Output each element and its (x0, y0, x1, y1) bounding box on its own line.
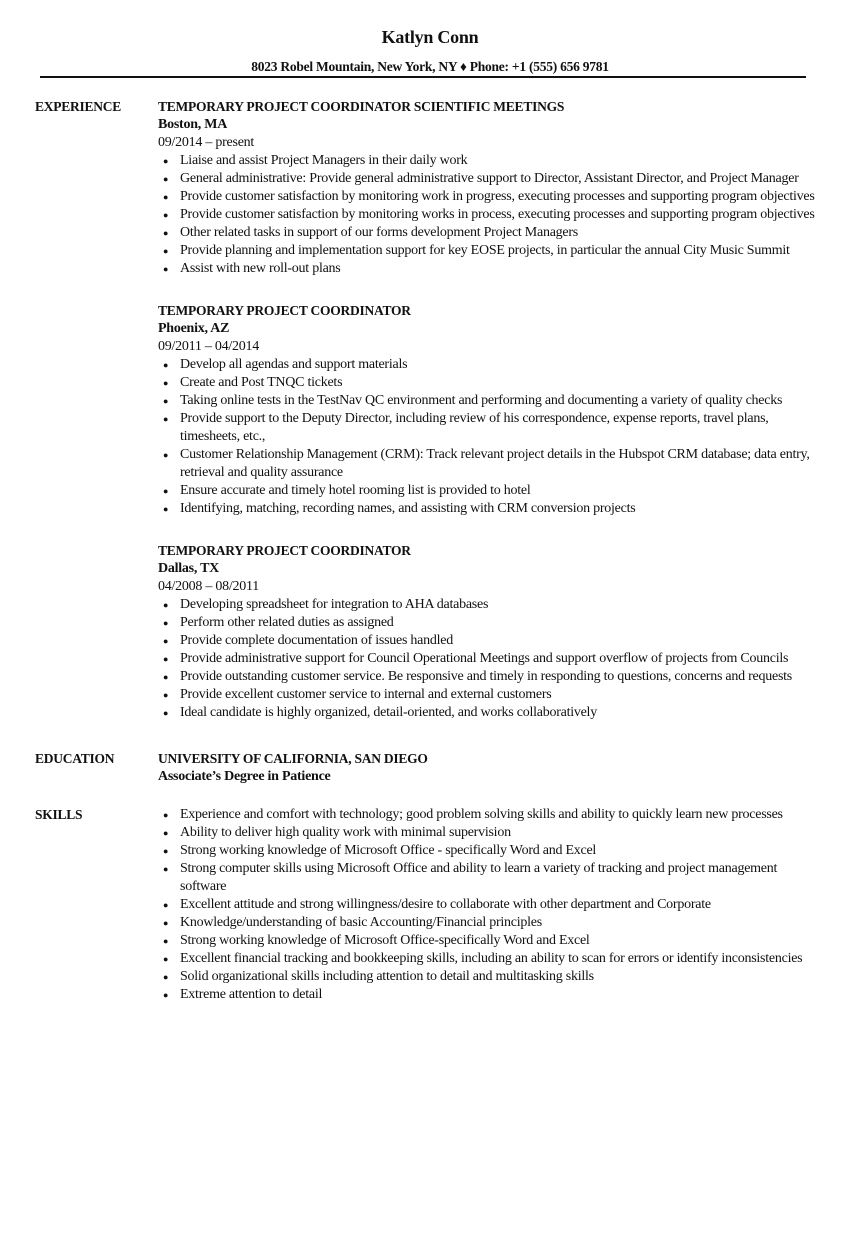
bullet-icon: ● (163, 378, 169, 388)
bullet-text: Strong working knowledge of Microsoft Office - specifically Word and Excel (180, 843, 597, 858)
bullet-text: Liaise and assist Project Managers in their daily work (180, 153, 468, 168)
bullet-item (158, 968, 818, 986)
job-entry (158, 542, 818, 722)
job-dates: 09/2014 – present (158, 135, 255, 150)
bullet-text: Provide customer satisfaction by monitoring works in process, executing processes and supporting program objectives (180, 207, 815, 222)
bullet-text: Provide outstanding customer service. Be responsive and timely in responding to questions, concerns and requests (180, 669, 792, 684)
job-bullets (158, 152, 818, 278)
bullet-item (158, 950, 818, 968)
bullet-item (158, 596, 818, 614)
bullet-text: Identifying, matching, recording names, and assisting with CRM conversion projects (180, 501, 636, 516)
bullet-icon: ● (163, 810, 169, 820)
bullet-text: Extreme attention to detail (180, 987, 323, 1002)
bullet-icon: ● (163, 900, 169, 910)
job-title: TEMPORARY PROJECT COORDINATOR (158, 543, 411, 558)
job-entry (158, 98, 818, 278)
bullet-text: Knowledge/understanding of basic Accounting/Financial principles (180, 915, 542, 930)
job-title: TEMPORARY PROJECT COORDINATOR (158, 303, 411, 318)
bullet-item (158, 806, 818, 824)
bullet-text: Provide complete documentation of issues handled (180, 633, 453, 648)
bullet-text: Customer Relationship Management (CRM): Track relevant project details in the Hubspot CRM database; data entry, retrieval and quality assurance (180, 447, 810, 480)
bullet-icon: ● (163, 600, 169, 610)
job-location: Boston, MA (158, 117, 228, 132)
bullet-item (158, 224, 818, 242)
bullet-text: Taking online tests in the TestNav QC environment and performing and documenting a variety of quality checks (180, 393, 783, 408)
bullet-icon: ● (163, 672, 169, 682)
bullet-icon: ● (163, 486, 169, 496)
bullet-text: Ideal candidate is highly organized, detail-oriented, and works collaboratively (180, 705, 597, 720)
bullet-item (158, 896, 818, 914)
bullet-icon: ● (163, 228, 169, 238)
bullet-item (158, 824, 818, 842)
bullet-text: Create and Post TNQC tickets (180, 375, 343, 390)
bullet-item (158, 914, 818, 932)
resume-content (0, 98, 860, 1004)
bullet-text: Experience and comfort with technology; good problem solving skills and ability to quickly learn new processes (180, 807, 783, 822)
bullet-icon: ● (163, 918, 169, 928)
experience-section (0, 98, 860, 722)
bullet-text: Provide support to the Deputy Director, including review of his correspondence, expense reports, travel plans, timesheets, etc., (180, 411, 769, 444)
bullet-text: Perform other related duties as assigned (180, 615, 394, 630)
section-label: EXPERIENCE (35, 99, 122, 114)
bullet-text: Ensure accurate and timely hotel rooming list is provided to hotel (180, 483, 531, 498)
bullet-icon: ● (163, 708, 169, 718)
bullet-text: Solid organizational skills including attention to detail and multitasking skills (180, 969, 594, 984)
bullet-icon: ● (163, 846, 169, 856)
bullet-icon: ● (163, 450, 169, 460)
bullet-icon: ● (163, 936, 169, 946)
bullet-text: Excellent attitude and strong willingness/desire to collaborate with other department and Corporate (180, 897, 711, 912)
degree: Associate’s Degree in Patience (158, 769, 331, 784)
bullet-icon: ● (163, 246, 169, 256)
job-dates: 09/2011 – 04/2014 (158, 339, 260, 354)
bullet-text: Provide planning and implementation support for key EOSE projects, in particular the annual City Music Summit (180, 243, 790, 258)
bullet-item (158, 632, 818, 650)
bullet-item (158, 500, 818, 518)
bullet-icon: ● (163, 972, 169, 982)
bullet-item (158, 614, 818, 632)
bullet-icon: ● (163, 618, 169, 628)
bullet-item (158, 932, 818, 950)
bullet-text: Provide customer satisfaction by monitoring work in progress, executing processes and supporting program objectives (180, 189, 815, 204)
bullet-item (158, 704, 818, 722)
bullet-text: Develop all agendas and support materials (180, 357, 408, 372)
bullet-text: Assist with new roll-out plans (180, 261, 341, 276)
bullet-icon: ● (163, 654, 169, 664)
job-dates: 04/2008 – 08/2011 (158, 579, 260, 594)
school-name: UNIVERSITY OF CALIFORNIA, SAN DIEGO (158, 751, 428, 766)
bullet-text: Strong working knowledge of Microsoft Office-specifically Word and Excel (180, 933, 590, 948)
bullet-item (158, 152, 818, 170)
bullet-item (158, 482, 818, 500)
bullet-item (158, 842, 818, 860)
job-bullets (158, 356, 818, 518)
contact-line: 8023 Robel Mountain, New York, NY ♦ Phone: +1 (555) 656 9781 (251, 59, 609, 74)
bullet-text: Other related tasks in support of our forms development Project Managers (180, 225, 579, 240)
job-bullets (158, 596, 818, 722)
bullet-icon: ● (163, 156, 169, 166)
bullet-item (158, 374, 818, 392)
job-entry (158, 302, 818, 518)
candidate-name: Katlyn Conn (381, 27, 479, 47)
section-label: SKILLS (35, 807, 83, 822)
bullet-item (158, 860, 818, 896)
bullet-icon: ● (163, 690, 169, 700)
bullet-text: Excellent financial tracking and bookkeeping skills, including an ability to scan for errors or identify inconsistencies (180, 951, 803, 966)
bullet-item (158, 650, 818, 668)
bullet-icon: ● (163, 192, 169, 202)
bullet-icon: ● (163, 990, 169, 1000)
bullet-icon: ● (163, 414, 169, 424)
job-location: Phoenix, AZ (158, 321, 230, 336)
bullet-item (158, 446, 818, 482)
bullet-item (158, 356, 818, 374)
skills-list (158, 806, 818, 1004)
job-location: Dallas, TX (158, 561, 220, 576)
bullet-icon: ● (163, 504, 169, 514)
bullet-item (158, 206, 818, 224)
bullet-item (158, 668, 818, 686)
header-divider (40, 76, 806, 78)
bullet-item (158, 392, 818, 410)
education-section (0, 750, 860, 786)
bullet-icon: ● (163, 210, 169, 220)
bullet-text: Provide administrative support for Council Operational Meetings and support overflow of projects from Councils (180, 651, 789, 666)
bullet-icon: ● (163, 828, 169, 838)
jobs-list (158, 98, 818, 722)
bullet-item (158, 410, 818, 446)
bullet-icon: ● (163, 174, 169, 184)
bullet-item (158, 170, 818, 188)
bullet-text: Strong computer skills using Microsoft Office and ability to learn a variety of tracking and project management software (180, 861, 778, 894)
bullet-icon: ● (163, 636, 169, 646)
bullet-item (158, 242, 818, 260)
job-title: TEMPORARY PROJECT COORDINATOR SCIENTIFIC MEETINGS (158, 99, 565, 114)
skills-section (0, 806, 860, 1004)
bullet-icon: ● (163, 954, 169, 964)
bullet-item (158, 686, 818, 704)
bullet-icon: ● (163, 396, 169, 406)
bullet-icon: ● (163, 264, 169, 274)
bullet-item (158, 986, 818, 1004)
bullet-text: Developing spreadsheet for integration to AHA databases (180, 597, 489, 612)
bullet-text: Ability to deliver high quality work with minimal supervision (180, 825, 511, 840)
bullet-item (158, 260, 818, 278)
bullet-icon: ● (163, 360, 169, 370)
bullet-item (158, 188, 818, 206)
bullet-text: General administrative: Provide general administrative support to Director, Assistant Director, and Project Manager (180, 171, 799, 186)
bullet-text: Provide excellent customer service to internal and external customers (180, 687, 552, 702)
bullet-icon: ● (163, 864, 169, 874)
section-label: EDUCATION (35, 751, 115, 766)
